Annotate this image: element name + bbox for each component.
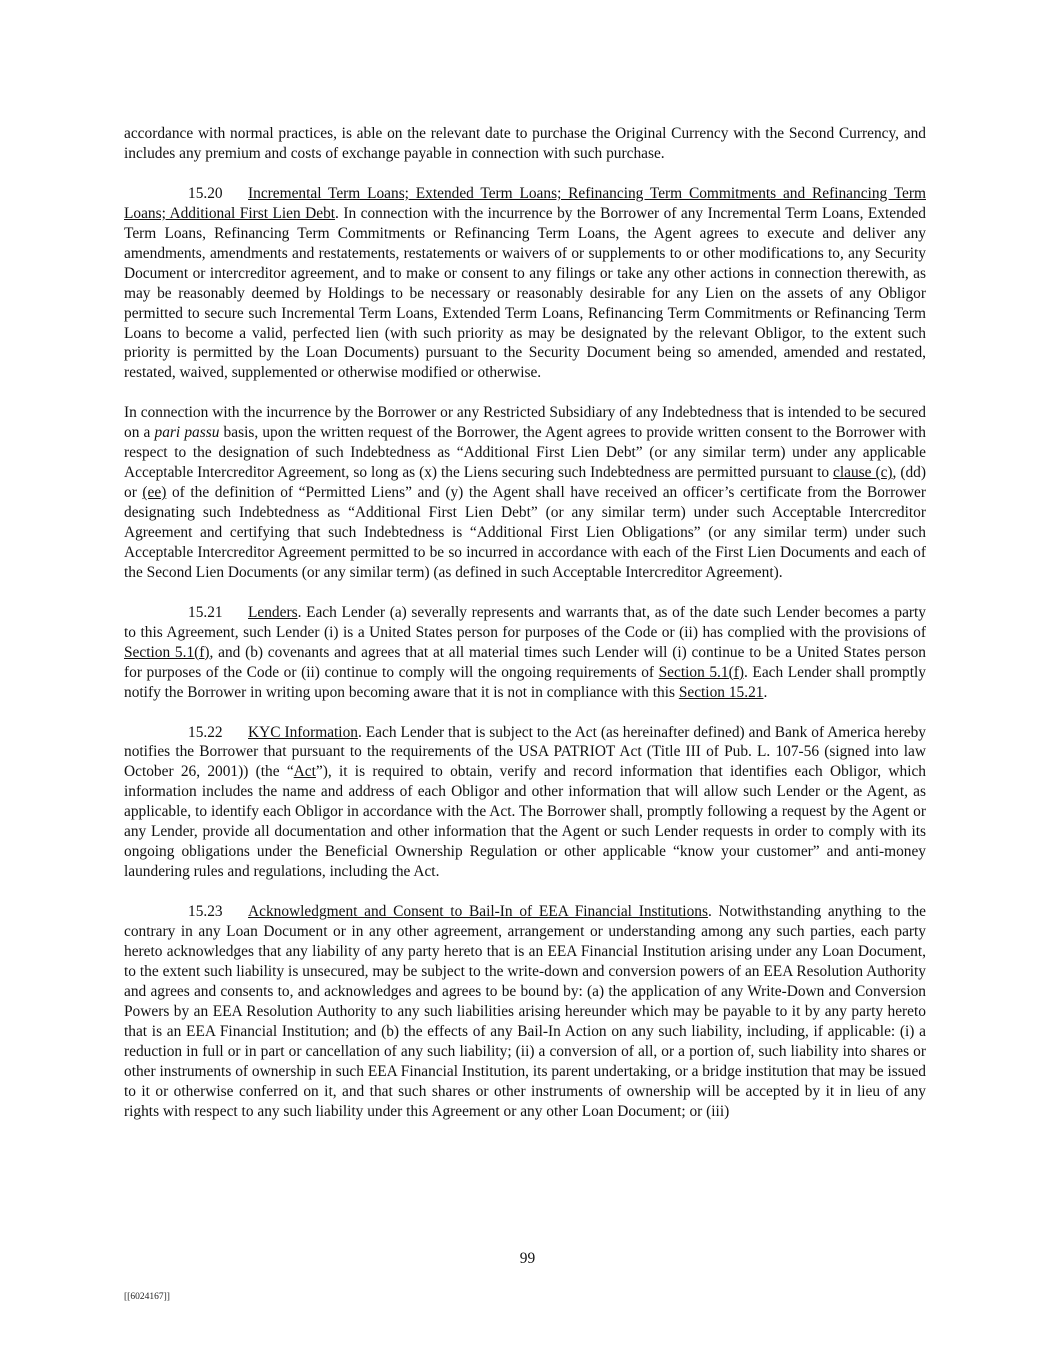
section-number: 15.20 [188, 184, 223, 202]
document-body [124, 124, 926, 1142]
section-15-21-paragraph: 15.21 Lenders. Each Lender (a) severally represents and warrants that, as of the date such Lender becomes a party to this Agreement, such Lender (i) is a United States person for purposes of the Code or (ii) has complied with the provisions of Section 5.1(f), and (b) covenants and agrees that at all material times such Lender will (i) continue to be a United States person for purposes of the Code or (ii) continue to comply will the ongoing requirements of Section 5.1(f). Each Lender shall promptly notify the Borrower in writing upon becoming aware that it is not in compliance with this Section 15.21. [124, 603, 926, 701]
section-number: 15.22 [188, 723, 223, 741]
section-text: . In connection with the incurrence by the Borrower of any Incremental Term Loans, Extended Term Loans, Refinancing Term Commitments or Refinancing Term Loans, the Agent agrees to execute and deliver any amendments, amendments and restatements, restatements or waivers of or supplements to or other modifications to, any Security Document or intercreditor agreement, and to make or consent to any filings or take any other actions in connection therewith, as may be reasonably deemed by Holdings to be necessary or reasonably desirable for any Lien on the assets of any Obligor permitted to secure such Incremental Term Loans, Extended Term Loans, Refinancing Term Commitments or Refinancing Term Loans to become a valid, perfected lien (with such priority as may be designated by the relevant Obligor, to the extent such priority is permitted by the Loan Documents) pursuant to the Security Document being so amended, amended and restated, restated, waived, supplemented or otherwise modified or otherwise. [124, 204, 926, 382]
section-heading: Acknowledgment and Consent to Bail-In of EEA Financial Institutions [248, 903, 708, 921]
section-heading: Lenders [248, 603, 298, 621]
section-15-20-continuation: In connection with the incurrence by the Borrower or any Restricted Subsidiary of any Indebtedness that is intended to be secured on a pari passu basis, upon the written request of the Borrower, the Agent agrees to provide written consent to the Borrower with respect to the designation of such Indebtedness as “Additional First Lien Debt” (or any similar term) under any applicable Acceptable Intercreditor Agreement, so long as (x) the Liens securing such Indebtedness are permitted pursuant to clause (c), (dd) or (ee) of the definition of “Permitted Liens” and (y) the Agent shall have received an officer’s certificate from the Borrower designating such Indebtedness as “Additional First Lien Debt” (or any similar term) under such Acceptable Intercreditor Agreement and certifying that such Indebtedness is “Additional First Lien Obligations” (or any similar term) under such Acceptable Intercreditor Agreement permitted to be so incurred in accordance with each of the First Lien Documents and each of the Second Lien Documents (or any similar term) (as defined in such Acceptable Intercreditor Agreement). [124, 404, 926, 581]
document-id: [[6024167]] [124, 1292, 170, 1302]
cross-reference-link[interactable]: Section 5.1(f) [124, 643, 210, 661]
cross-reference-link[interactable]: clause (c) [833, 464, 893, 482]
cross-reference-link[interactable]: (ee) [142, 484, 167, 502]
italic-term: pari passu [154, 424, 220, 442]
section-number: 15.21 [188, 603, 223, 621]
section-15-20-paragraph [124, 184, 926, 384]
cross-reference-link[interactable]: Section 5.1(f) [658, 663, 744, 681]
page-number: 99 [519, 1250, 536, 1267]
section-15-23-paragraph: 15.23 Acknowledgment and Consent to Bail-In of EEA Financial Institutions. Notwithstanding anything to the contrary in any Loan Document or in any other agreement, arrangement or understanding among any such parties, each party hereto acknowledges that any liability of any party hereto that is an EEA Financial Institution arising under any Loan Document, to the extent such liability is unsecured, may be subject to the write-down and conversion powers of an EEA Resolution Authority and agrees and consents to, and acknowledges and agrees to be bound by: (a) the application of any Write-Down and Conversion Powers by an EEA Resolution Authority to any such liabilities arising hereunder which may be payable to it by any party hereto that is an EEA Financial Institution; and (b) the effects of any Bail-In Action on any such liability, including, if applicable: (i) a reduction in full or in part or cancellation of any such liability; (ii) a conversion of all, or a portion of, such liability into shares or other instruments of ownership in such EEA Financial Institution, its parent undertaking, or a bridge institution that may be issued to it or otherwise conferred on it, and that such shares or other instruments of ownership will be accepted by it in lieu of any rights with respect to any such liability under this Agreement or any other Loan Document; or (iii) [124, 903, 926, 1120]
section-number: 15.23 [188, 903, 223, 921]
section-heading: KYC Information [248, 723, 358, 741]
section-15-22-paragraph: 15.22 KYC Information. Each Lender that is subject to the Act (as hereinafter defined) and Bank of America hereby notifies the Borrower that pursuant to the requirements of the USA PATRIOT Act (Title III of Pub. L. 107-56 (signed into law October 26, 2001)) (the “Act”), it is required to obtain, verify and record information that identifies each Obligor, which information includes the name and address of each Obligor and other information that will allow such Lender or the Agent, as applicable, to identify each Obligor in accordance with the Act. The Borrower shall, promptly following a request by the Agent or any Lender, provide all documentation and other information that the Agent or such Lender requests in order to comply with its ongoing obligations under the Beneficial Ownership Regulation or other applicable “know your customer” and anti-money laundering rules and regulations, including the Act. [124, 723, 926, 881]
carryover-paragraph: accordance with normal practices, is able on the relevant date to purchase the Original Currency with the Second Currency, and includes any premium and costs of exchange payable in connection with such purchase. [124, 125, 926, 162]
cross-reference-link[interactable]: Section 15.21 [678, 683, 764, 701]
section-heading: Incremental Term Loans; Extended Term Loans; Refinancing Term Commitments and Refinancing Term Loans; Additional First Lien Debt [124, 184, 926, 222]
defined-term: Act [293, 763, 316, 781]
